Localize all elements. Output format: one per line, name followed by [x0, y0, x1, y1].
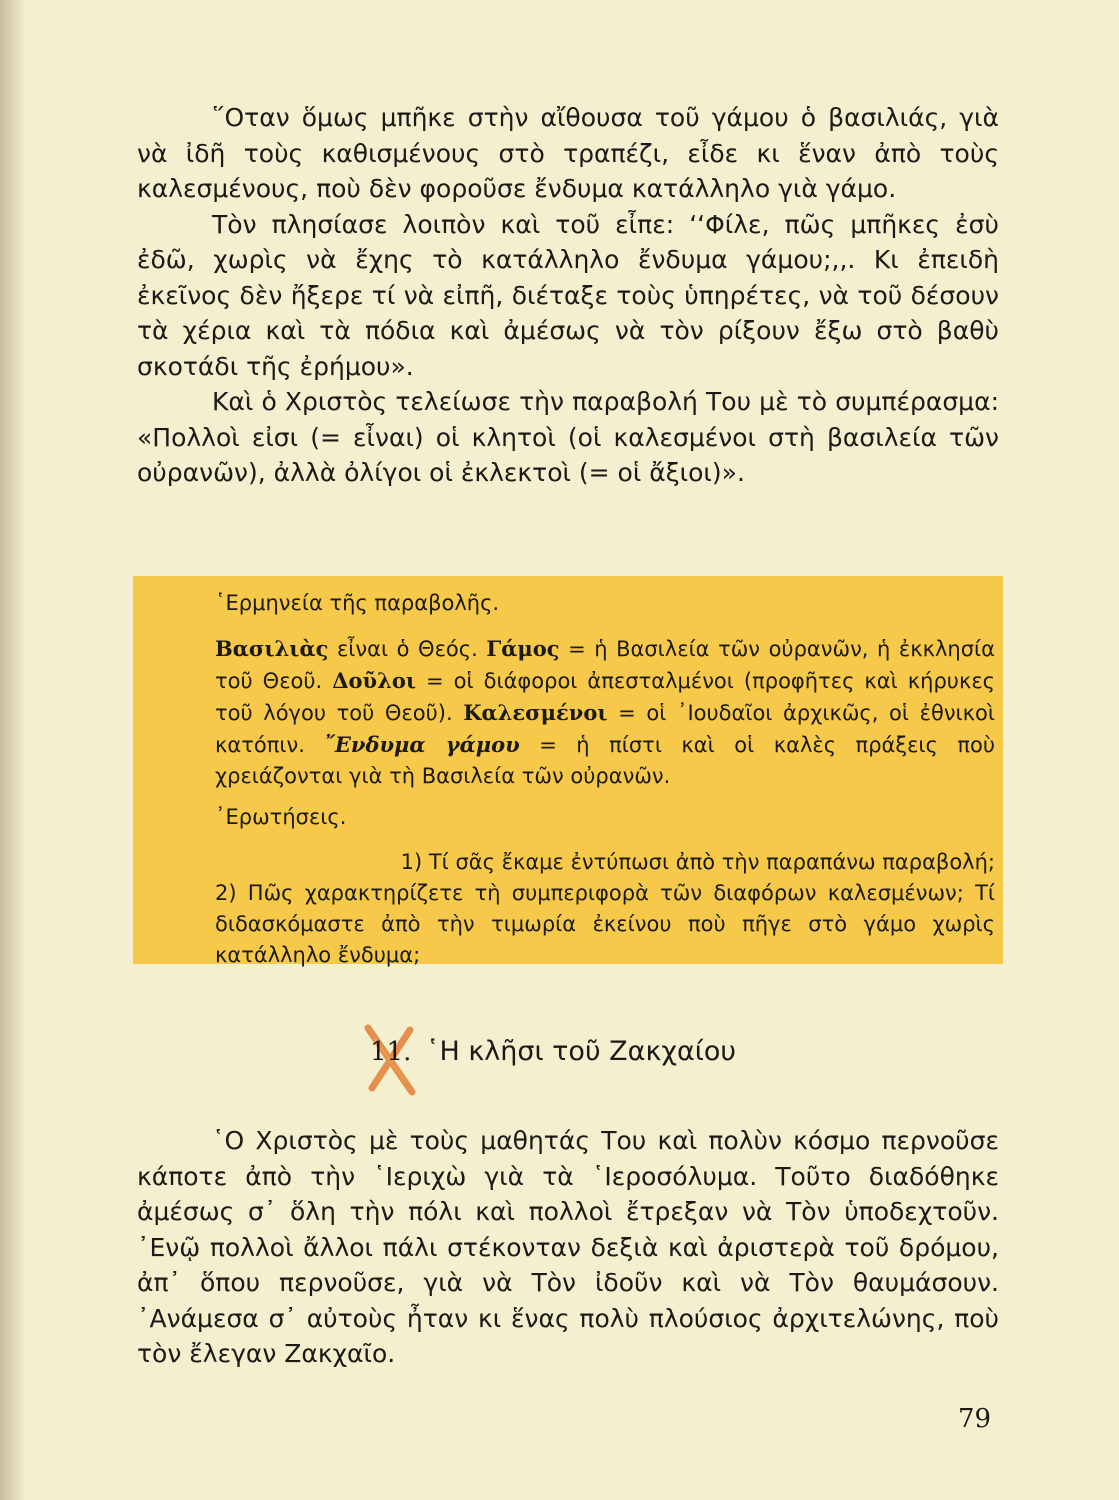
questions-heading: ᾿Ερωτήσεις.	[215, 805, 347, 829]
highlight-box-content	[215, 588, 995, 971]
interpretation-heading: ῾Ερμηνεία τῆς παραβολῆς.	[215, 591, 500, 615]
intro-paragraph-3: Καὶ ὁ Χριστὸς τελείωσε τὴν παραβολή Του μὲ τὸ συμπέρασμα: «Πολλοὶ εἰσι (= εἶναι) οἱ κλητοὶ (οἱ καλεσμένοι στὴ βασιλεία τῶν οὐρανῶν), ἀλλὰ ὀλίγοι οἱ ἐκλεκτοὶ (= οἱ ἄξιοι)».	[137, 387, 999, 487]
term-king: Βασιλιὰς	[215, 636, 329, 661]
definition-guests: = οἱ ᾿Ιουδαῖοι ἀρχικῶς, οἱ ἐθνικοὶ κατόπιν.	[215, 701, 995, 757]
term-guests: Καλεσμένοι	[463, 700, 608, 725]
zacchaeus-paragraph: ῾Ο Χριστὸς μὲ τοὺς μαθητάς Του καὶ πολὺν κόσμο περνοῦσε κάποτε ἀπὸ τὴν ῾Ιεριχὼ γιὰ τὰ ῾Ιεροσόλυμα. Τοῦτο διαδόθηκε ἀμέσως σ᾿ ὅλη τὴν πόλι καὶ πολλοὶ ἔτρεξαν νὰ Τὸν ὑποδεχτοῦν. ᾿Ενῷ πολλοὶ ἄλλοι πάλι στέκονταν δεξιὰ καὶ ἀριστερὰ τοῦ δρόμου, ἀπ᾿ ὅπου περνοῦσε, γιὰ νὰ Τὸν ἰδοῦν καὶ νὰ Τὸν θαυμάσουν. ᾿Ανάμεσα σ᾿ αὐτοὺς ἦταν κι ἕνας πολὺ πλούσιος ἀρχιτελώνης, ποὺ τὸν ἔλεγαν Ζακχαῖο.	[137, 1126, 999, 1368]
question-1: 1) Τί σᾶς ἔκαμε ἐντύπωσι ἀπὸ τὴν παραπάνω παραβολή;	[400, 850, 995, 874]
definition-servants: = οἱ διάφοροι ἀπεσταλμένοι (προφῆτες καὶ κήρυκες τοῦ λόγου τοῦ Θεοῦ).	[215, 669, 995, 725]
page-number: 79	[958, 1404, 992, 1434]
page-edge-shadow	[0, 0, 26, 1500]
term-wedding: Γάμος	[486, 636, 560, 661]
section-title-text: ῾Η κλῆσι τοῦ Ζακχαίου	[425, 1036, 737, 1067]
interpretation-paragraph	[215, 633, 995, 792]
intro-paragraph-1: ῞Οταν ὅμως μπῆκε στὴν αἴθουσα τοῦ γάμου ὁ βασιλιάς, γιὰ νὰ ἰδῆ τοὺς καθισμένους στὸ τραπέζι, εἶδε κι ἕναν ἀπὸ τοὺς καλεσμένους, ποὺ δὲν φοροῦσε ἔνδυμα κατάλληλο γιὰ γάμο.	[137, 103, 999, 203]
intro-paragraph-2: Τὸν πλησίασε λοιπὸν καὶ τοῦ εἶπε: ‘‘Φίλε, πῶς μπῆκες ἐσὺ ἐδῶ, χωρὶς νὰ ἔχης τὸ κατάλληλο ἔνδυμα γάμου;,,. Κι ἐπειδὴ ἐκεῖνος δὲν ἤξερε τί νὰ εἰπῆ, διέταξε τοὺς ὑπηρέτες, νὰ τοῦ δέσουν τὰ χέρια καὶ τὰ πόδια καὶ ἀμέσως νὰ τὸν ρίξουν ἔξω στὸ βαθὺ σκοτάδι τῆς ἐρήμου».	[137, 209, 999, 381]
intro-text	[137, 100, 999, 491]
term-garment: ῎Ενδυμα γάμου	[324, 732, 520, 757]
section-title	[370, 1036, 736, 1067]
highlight-box	[133, 576, 1003, 967]
section-number: 11.	[370, 1037, 412, 1067]
zacchaeus-text	[137, 1123, 999, 1372]
question-2: 2) Πῶς χαρακτηρίζετε τὴ συμπεριφορὰ τῶν διαφόρων καλεσμένων; Τί διδασκόμαστε ἀπὸ τὴν τιμωρία ἐκείνου ποὺ πῆγε στὸ γάμο χωρὶς κατάλληλο ἔνδυμα;	[215, 881, 995, 967]
definition-king: εἶναι ὁ Θεός.	[328, 637, 487, 661]
definition-wedding: = ἡ Βασιλεία τῶν οὐρανῶν, ἡ ἐκκλησία τοῦ Θεοῦ.	[215, 637, 995, 693]
term-servants: Δοῦλοι	[332, 668, 417, 693]
definition-garment: = ἡ πίστι καὶ οἱ καλὲς πράξεις ποὺ χρειάζονται γιὰ τὴ Βασιλεία τῶν οὐρανῶν.	[215, 733, 996, 788]
